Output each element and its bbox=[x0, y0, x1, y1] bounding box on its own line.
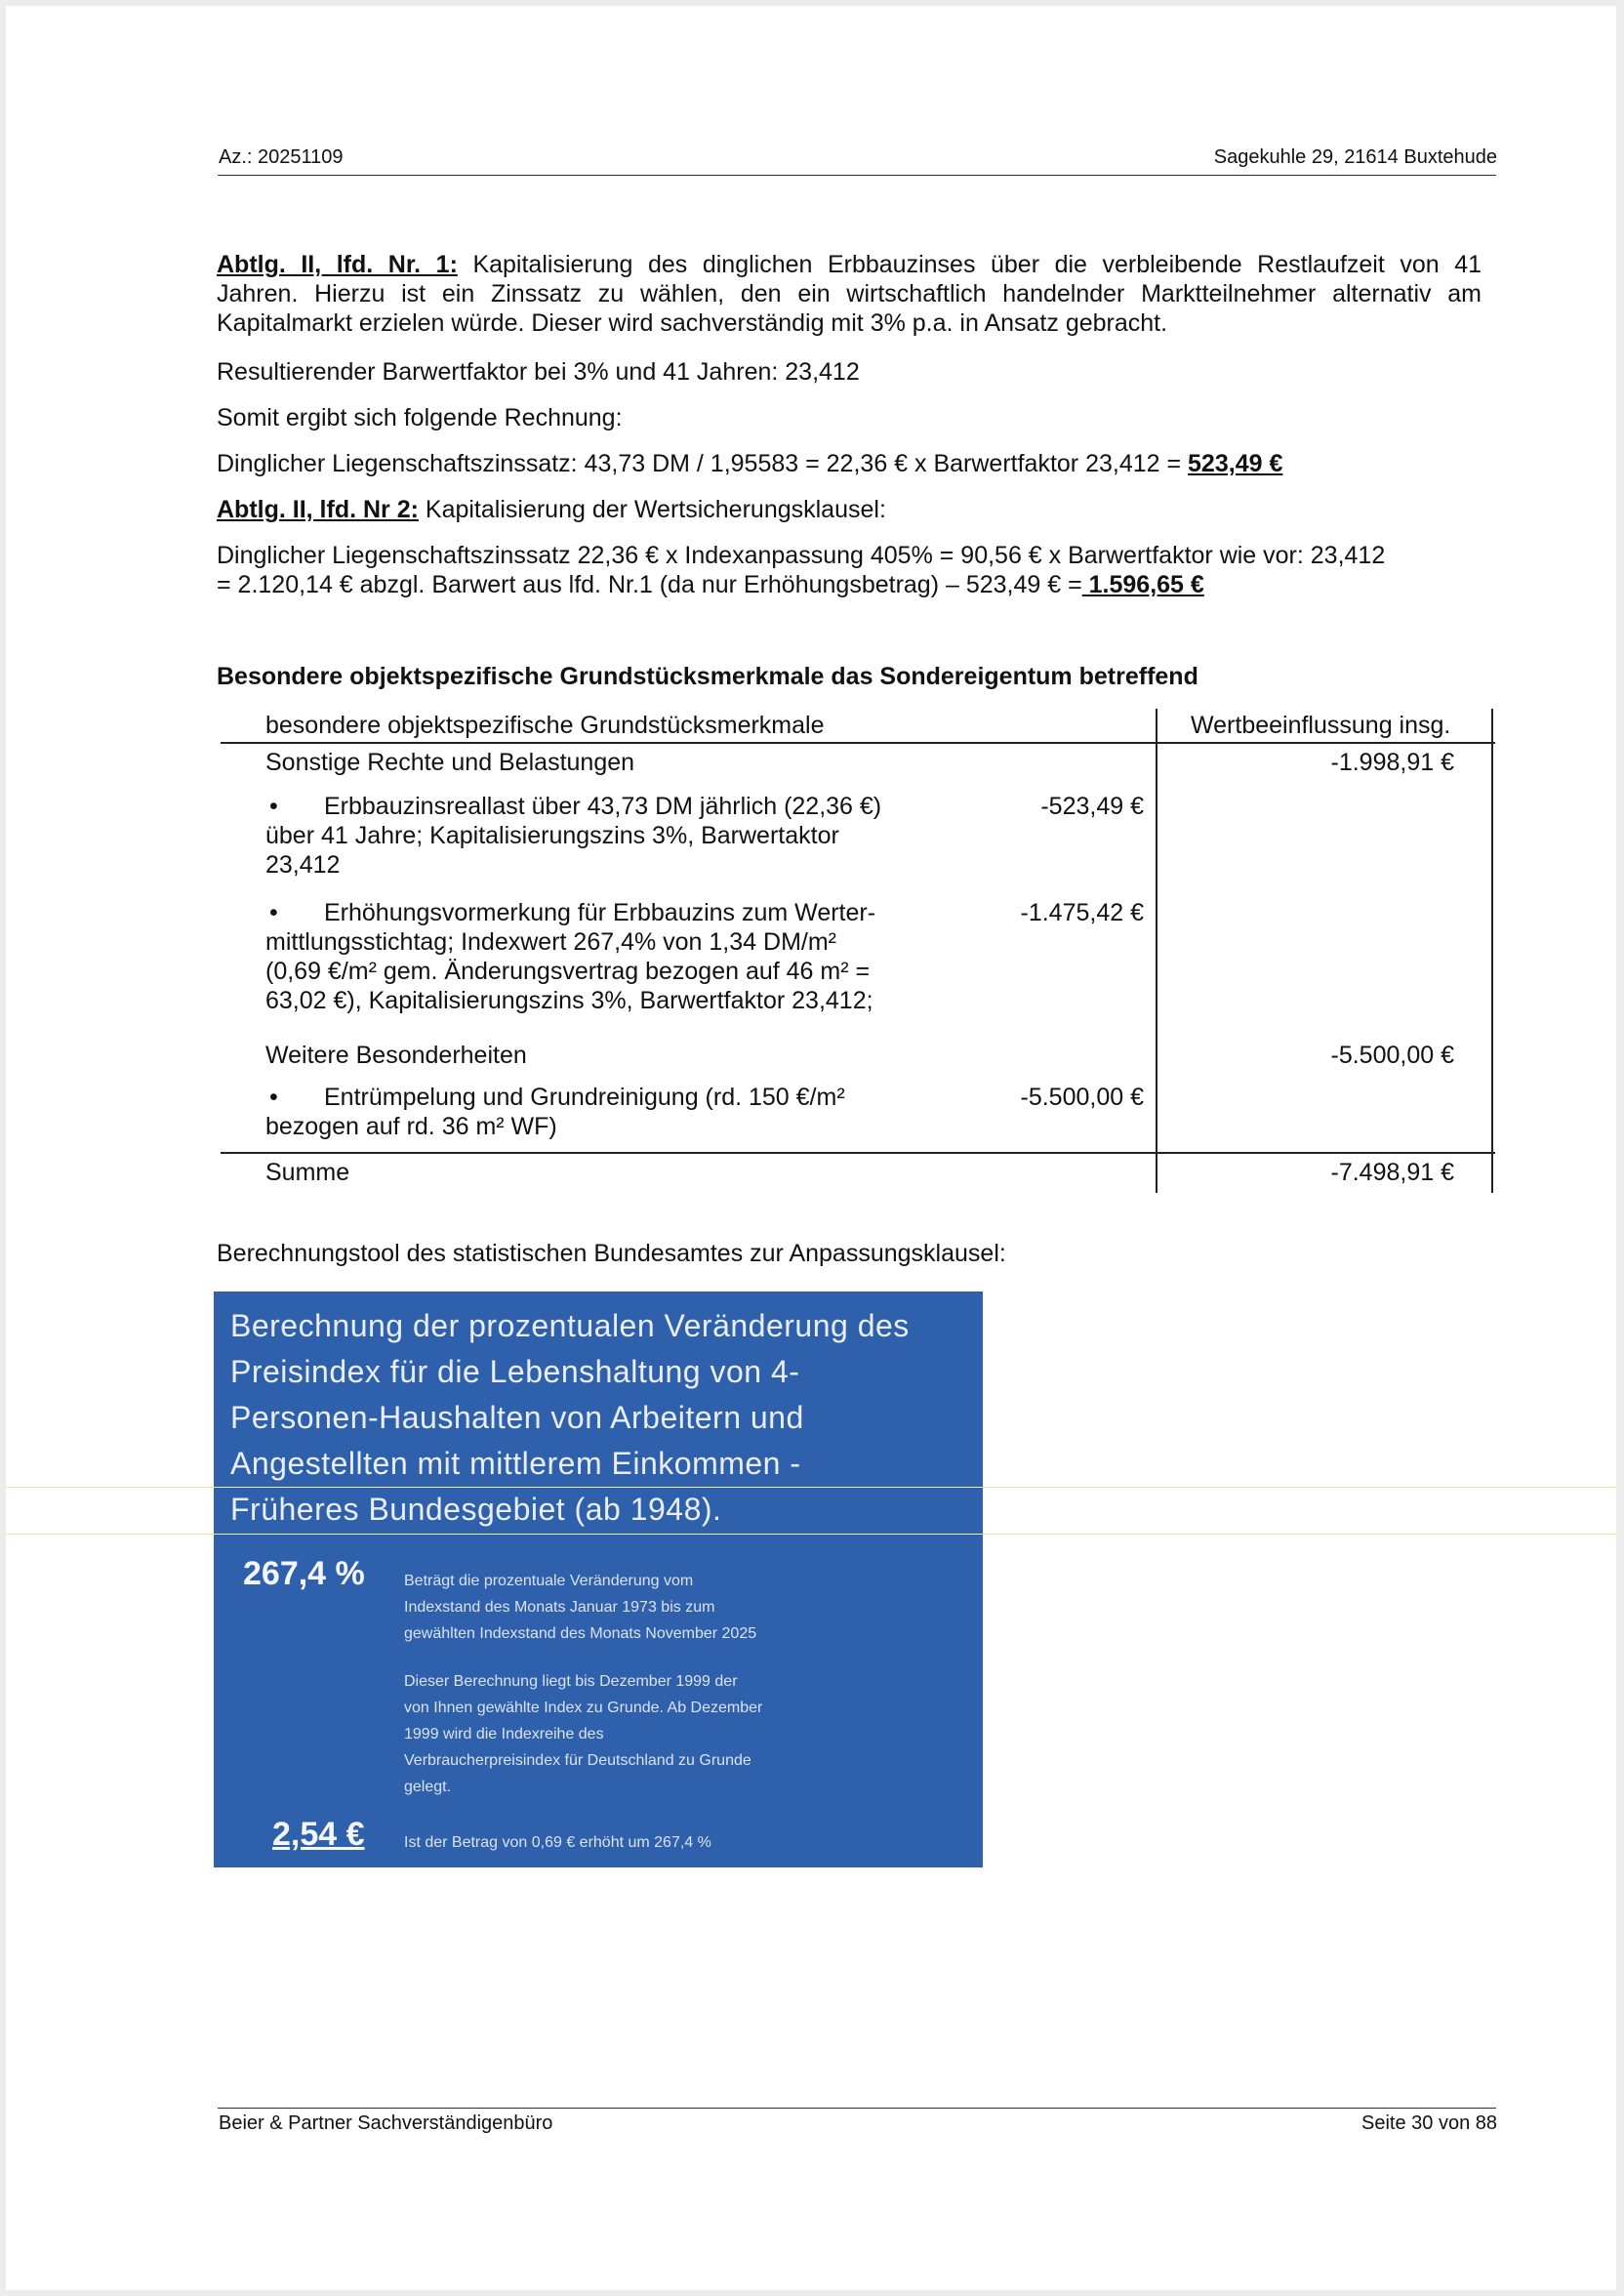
percent-description-line-3: gewählten Indexstand des Monats November 2025 bbox=[404, 1625, 757, 1642]
calc-result: 523,49 € bbox=[1188, 450, 1283, 477]
section2-line-2 bbox=[217, 570, 1482, 599]
increased-amount: 2,54 € bbox=[272, 1816, 365, 1853]
table-right-border bbox=[1491, 709, 1493, 1193]
item2-text bbox=[265, 898, 1007, 1015]
item1-line-1: Erbbauzinsreallast über 43,73 DM jährlich (22,36 €) bbox=[324, 793, 882, 820]
table-heading: Besondere objektspezifische Grundstücksmerkmale das Sondereigentum betreffend bbox=[217, 663, 1198, 690]
calculator-title-line-3: Personen-Haushalten von Arbeitern und bbox=[230, 1400, 804, 1435]
item2-line-1: Erhöhungsvormerkung für Erbbauzins zum Werter- bbox=[324, 899, 876, 926]
bullet-icon: • bbox=[269, 1084, 278, 1111]
calc-text: Dinglicher Liegenschaftszinssatz: 43,73 DM / 1,95583 = 22,36 € x Barwertfaktor 23,412 = bbox=[217, 450, 1189, 477]
calculator-title bbox=[230, 1303, 972, 1533]
item3-text bbox=[265, 1083, 949, 1141]
header-rule bbox=[218, 175, 1496, 176]
item1-text bbox=[265, 792, 949, 880]
item2-line-4: 63,02 €), Kapitalisierungszins 3%, Barwertfaktor 23,412; bbox=[265, 987, 873, 1014]
group2-total: -5.500,00 € bbox=[1330, 1042, 1454, 1069]
calculation-note-line-1: Dieser Berechnung liegt bis Dezember 1999 der bbox=[404, 1673, 738, 1690]
item3-line-2: bezogen auf rd. 36 m² WF) bbox=[265, 1113, 557, 1140]
percent-description bbox=[404, 1568, 951, 1647]
footer-rule bbox=[218, 2108, 1496, 2109]
section2-line-1: Dinglicher Liegenschaftszinssatz 22,36 € x Indexanpassung 405% = 90,56 € x Barwertfaktor wie vor: 23,412 bbox=[217, 542, 1386, 569]
bullet-icon: • bbox=[269, 899, 278, 926]
calculation-note-line-4: Verbraucherpreisindex für Deutschland zu Grunde bbox=[404, 1752, 751, 1769]
header-reference: Az.: 20251109 bbox=[219, 146, 344, 168]
scan-line bbox=[6, 1534, 1616, 1535]
col2-header: Wertbeeinflussung insg. bbox=[1191, 712, 1451, 739]
col1-header: besondere objektspezifische Grundstücksmerkmale bbox=[265, 712, 825, 739]
merkmale-table bbox=[217, 709, 1497, 1193]
table-header-rule bbox=[221, 742, 1495, 744]
item2-line-3: (0,69 €/m² gem. Änderungsvertrag bezogen auf 46 m² = bbox=[265, 958, 871, 985]
item1-line-3: 23,412 bbox=[265, 851, 341, 879]
item3-line-1: Entrümpelung und Grundreinigung (rd. 150 €/m² bbox=[324, 1084, 845, 1111]
group1-label: Sonstige Rechte und Belastungen bbox=[265, 749, 635, 776]
percent-description-line-1: Beträgt die prozentuale Veränderung vom bbox=[404, 1573, 694, 1589]
table-sum-rule bbox=[221, 1152, 1495, 1154]
section2-title: Kapitalisierung der Wertsicherungsklausel: bbox=[425, 496, 886, 523]
calculation-note-line-3: 1999 wird die Indexreihe des bbox=[404, 1726, 604, 1742]
footer-office: Beier & Partner Sachverständigenbüro bbox=[219, 2112, 553, 2134]
increased-amount-description: Ist der Betrag von 0,69 € erhöht um 267,4 % bbox=[404, 1834, 711, 1851]
sum-label: Summe bbox=[265, 1159, 350, 1186]
item2-value: -1.475,42 € bbox=[1020, 899, 1144, 926]
calculator-title-line-4: Angestellten mit mittlerem Einkommen - bbox=[230, 1446, 801, 1481]
section2-line-2-text: = 2.120,14 € abzgl. Barwert aus lfd. Nr.1 (da nur Erhöhungsbetrag) – 523,49 € = bbox=[217, 571, 1082, 598]
item1-line-2: über 41 Jahre; Kapitalisierungszins 3%, Barwertaktor bbox=[265, 822, 839, 849]
section1-paragraph bbox=[217, 250, 1482, 338]
group2-label: Weitere Besonderheiten bbox=[265, 1042, 527, 1069]
calculation-note-line-5: gelegt. bbox=[404, 1779, 452, 1795]
section1-line-3: Kapitalmarkt erzielen würde. Dieser wird sachverständig mit 3% p.a. in Ansatz gebracht. bbox=[217, 309, 1168, 337]
calculator-title-line-1: Berechnung der prozentualen Veränderung des bbox=[230, 1308, 910, 1343]
table-column-divider bbox=[1156, 709, 1157, 1193]
section2-label: Abtlg. II, lfd. Nr 2: bbox=[217, 496, 419, 523]
index-calculator-screenshot bbox=[214, 1292, 983, 1867]
document-page bbox=[6, 6, 1616, 2290]
calculation-note-line-2: von Ihnen gewählte Index zu Grunde. Ab Dezember bbox=[404, 1700, 763, 1716]
section2-heading bbox=[217, 495, 1482, 524]
section2-paragraph bbox=[217, 541, 1482, 599]
item2-line-2: mittlungsstichtag; Indexwert 267,4% von 1,34 DM/m² bbox=[265, 928, 836, 956]
bullet-icon: • bbox=[269, 793, 278, 820]
item3-value: -5.500,00 € bbox=[1020, 1084, 1144, 1111]
header-address: Sagekuhle 29, 21614 Buxtehude bbox=[1213, 146, 1497, 168]
group1-total: -1.998,91 € bbox=[1330, 749, 1454, 776]
barwertfaktor-line: Resultierender Barwertfaktor bei 3% und 41 Jahren: 23,412 bbox=[217, 358, 860, 386]
calc-intro: Somit ergibt sich folgende Rechnung: bbox=[217, 404, 623, 431]
calculator-title-line-5: Früheres Bundesgebiet (ab 1948). bbox=[230, 1492, 722, 1527]
calc-line bbox=[217, 449, 1482, 478]
section1-line-1: Kapitalisierung des dinglichen Erbbauzinses über die verbleibende Restlaufzeit von 41 bbox=[472, 251, 1482, 278]
tool-caption: Berechnungstool des statistischen Bundesamtes zur Anpassungsklausel: bbox=[217, 1240, 1006, 1267]
percent-change: 267,4 % bbox=[243, 1555, 365, 1592]
section1-label: Abtlg. II, lfd. Nr. 1: bbox=[217, 251, 458, 278]
scan-line bbox=[6, 1487, 1616, 1488]
calculator-title-line-2: Preisindex für die Lebenshaltung von 4- bbox=[230, 1354, 800, 1389]
item1-value: -523,49 € bbox=[1040, 793, 1144, 820]
sum-total: -7.498,91 € bbox=[1330, 1159, 1454, 1186]
section2-result: 1.596,65 € bbox=[1081, 571, 1204, 598]
footer-page-number: Seite 30 von 88 bbox=[1361, 2112, 1497, 2134]
calculation-note bbox=[404, 1668, 951, 1800]
section1-line-2: Jahren. Hierzu ist ein Zinssatz zu wählen, den ein wirtschaftlich handelnder Marktteilnehmer alternativ am bbox=[217, 280, 1482, 308]
percent-description-line-2: Indexstand des Monats Januar 1973 bis zum bbox=[404, 1599, 715, 1616]
